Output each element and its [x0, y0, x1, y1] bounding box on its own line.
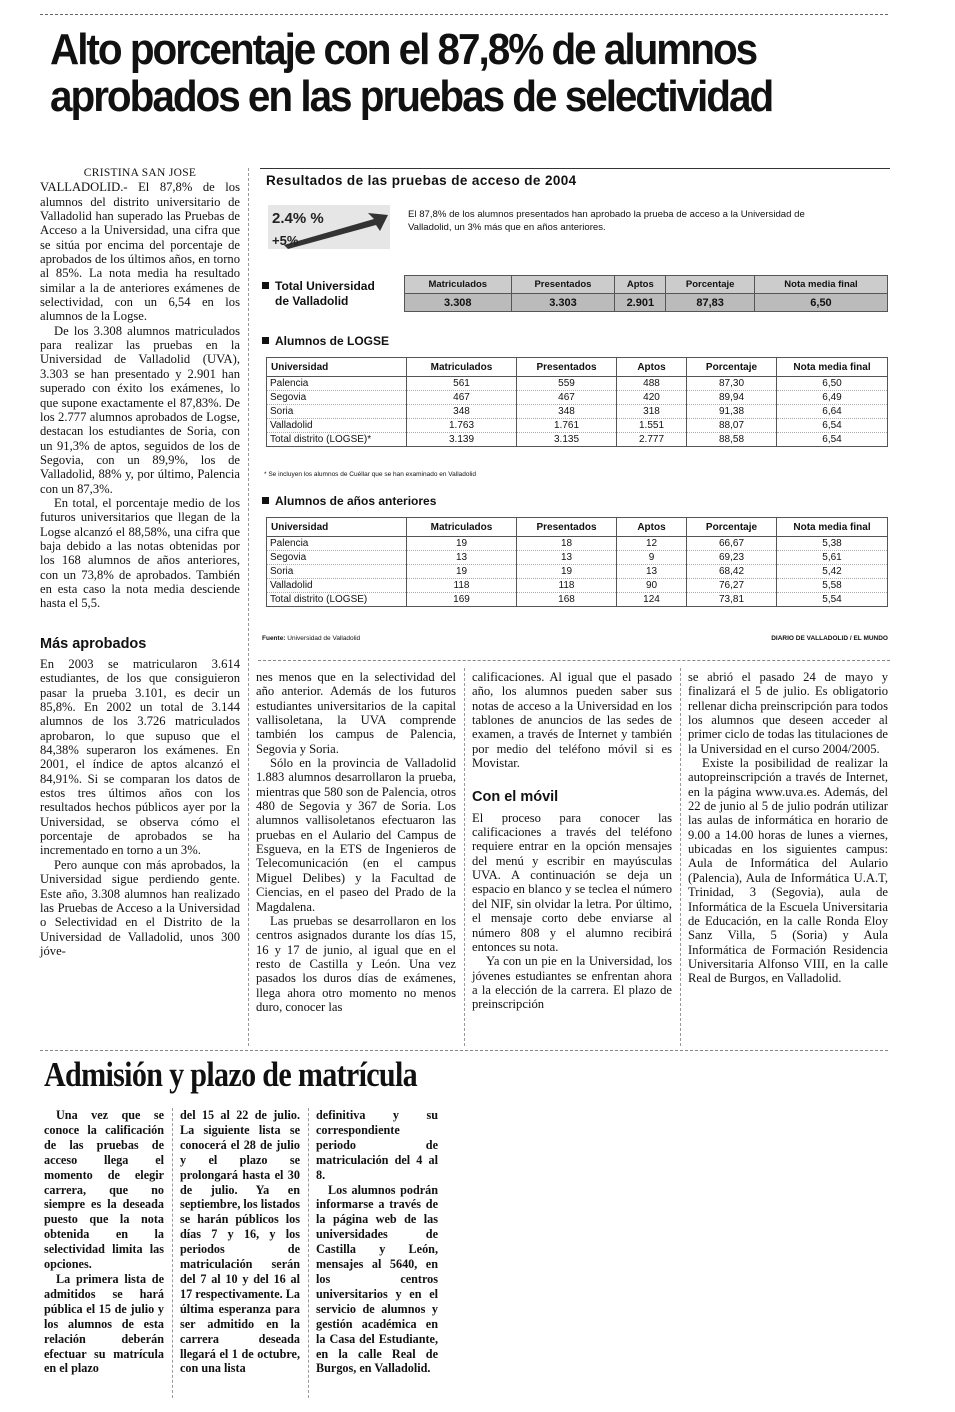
column-divider: [464, 668, 465, 1046]
headline: [50, 26, 832, 120]
table-cell: 5,61: [777, 551, 888, 565]
table-cell: 6,54: [777, 433, 888, 447]
table-cell: Valladolid: [267, 419, 407, 433]
table-header-cell: Porcentaje: [666, 276, 755, 294]
table-header-cell: Matriculados: [405, 276, 512, 294]
table-cell: 13: [617, 565, 687, 579]
headline-line-2: aprobados en las pruebas de selectividad: [50, 72, 773, 121]
table-cell: 2.777: [617, 433, 687, 447]
bullet-square-icon: [262, 282, 269, 289]
table-header-cell: Nota media final: [777, 518, 888, 537]
subheading-mas-aprobados: Más aprobados: [40, 635, 147, 652]
logse-section-label: Alumnos de LOGSE: [262, 334, 389, 349]
table-cell: 12: [617, 537, 687, 551]
table-cell: Valladolid: [267, 579, 407, 593]
table-cell: 13: [407, 551, 517, 565]
table-cell: 467: [517, 391, 617, 405]
table-cell: 88,58: [687, 433, 777, 447]
table-cell: 69,23: [687, 551, 777, 565]
table-cell: 559: [517, 377, 617, 391]
table-cell: 1.763: [407, 419, 517, 433]
table-cell: 467: [407, 391, 517, 405]
table-row: [267, 391, 888, 405]
table-header-cell: Matriculados: [407, 518, 517, 537]
svg-text:2.4% %: 2.4% %: [272, 210, 324, 227]
table-row: [267, 579, 888, 593]
total-table: [404, 275, 888, 312]
table-cell: 6,50: [777, 377, 888, 391]
infographic-credit: DIARIO DE VALLADOLID / EL MUNDO: [771, 635, 888, 642]
table-cell: 3.303: [511, 294, 615, 312]
table-cell: 68,42: [687, 565, 777, 579]
article-column-2: [256, 670, 456, 1014]
table-cell: 89,94: [687, 391, 777, 405]
logse-footnote: * Se incluyen los alumnos de Cuéllar que se han examinado en Valladolid: [264, 471, 476, 478]
admision-title: Admisión y plazo de matrícula: [44, 1055, 418, 1094]
table-cell: 5,38: [777, 537, 888, 551]
byline: CRISTINA SAN JOSE: [83, 167, 197, 179]
table-cell: 561: [407, 377, 517, 391]
paragraph: definitiva y su correspondiente periodo de matriculación del 4 al 8.: [316, 1108, 438, 1182]
results-infographic: [260, 168, 890, 646]
table-row: [405, 294, 888, 312]
table-cell: 3.308: [405, 294, 512, 312]
paragraph: Las pruebas se desarrollaron en los centros asignados durante los días 15, 16 y 17 de junio, al igual que en el resto de Castilla y León. Una vez pasados los duros días de exámenes, llega ahora otro momento no menos duro, conocer las: [256, 913, 456, 1014]
paragraph: Existe la posibilidad de realizar la autopreinscripción a través de Internet, en la página www.uva.es. Además, del 22 de junio al 5 de julio podrán utilizar las aulas de informática en horario de 9.00 a 14.00 horas de lunes a viernes, ubicadas en los siguientes campus: Aula de Informática del Aulario (Palencia), Aula de Informática U.A.T, Trinidad, 3 (Segovia), aula de Informática de la Escuela Universitaria de Educación, en la calle Ronda Eloy Sanz Villa, 5 (Soria) y Aula Informática de Formación Residencia Universitaria Alfonso VIII, en la calle Real de Burgos, en Valladolid.: [688, 756, 888, 986]
article-column-3: [472, 670, 672, 1012]
table-cell: 19: [517, 565, 617, 579]
paragraph: VALLADOLID.- El 87,8% de los alumnos del distrito universitario de Valladolid han superado las Pruebas de Acceso a la Universidad, una cifra que se sitúa por encima del porcentaje de aprobados de los últimos años, en torno al 85%. La nota media ha resultado similar a la de anteriores exámenes de selectividad, con un 6,54 en los alumnos de la Logse.: [40, 180, 240, 324]
table-header-cell: Porcentaje: [687, 518, 777, 537]
table-cell: Palencia: [267, 537, 407, 551]
table-cell: Segovia: [267, 551, 407, 565]
logse-table: [266, 357, 888, 447]
admision-column-3: [316, 1108, 438, 1376]
paragraph: En 2003 se matricularon 3.614 estudiantes, de los que consiguieron pasar la prueba 3.101, es decir un 85,8%. En 2002 un total de 3.144 alumnos de los 3.726 matriculados aprobaron, lo que supuso que el 84,38% superaron los exámenes. En 2001, el índice de aptos alcanzó el 84,91%. Si se comparan los datos de estos tres últimos años con los resultados hechos públicos ayer por la Universidad, se observa cómo el porcentaje de aprobados se ha incrementado en torno a un 3%.: [40, 657, 240, 858]
table-header-row: [267, 518, 888, 537]
article-column-4: [688, 670, 888, 986]
table-header-cell: Aptos: [617, 358, 687, 377]
logse-rows: [267, 377, 888, 447]
table-header-row: [405, 276, 888, 294]
table-row: [267, 377, 888, 391]
table-header-cell: Nota media final: [754, 276, 887, 294]
paragraph: del 15 al 22 de julio. La siguiente lista se conocerá el 28 de julio y el plazo se prolongará hasta el 30 de julio. Ya en septiembre, los listados se harán públicos los días 7 y 16, y los periodos de matriculación serán del 7 al 10 y del 16 al 17 respectivamente. La última esperanza para ser admitido en la carrera deseada llegará el 1 de octubre, con una lista: [180, 1108, 300, 1376]
table-cell: 2.901: [615, 294, 666, 312]
column-divider: [172, 1108, 173, 1398]
table-cell: Total distrito (LOGSE)*: [267, 433, 407, 447]
headline-line-1: Alto porcentaje con el 87,8% de alumnos: [50, 25, 757, 74]
table-row: [267, 593, 888, 607]
paragraph: se abrió el pasado 24 de mayo y finalizará el 5 de julio. Es obligatorio rellenar dicha preinscripción para todos los alumnos que deseen acceder al primer ciclo de todas las titulaciones de la Universidad en el curso 2004/2005.: [688, 670, 888, 756]
infographic-title: Resultados de las pruebas de acceso de 2004: [266, 173, 577, 188]
table-cell: 348: [407, 405, 517, 419]
paragraph: Ya con un pie en la Universidad, los jóvenes estudiantes se enfrentan ahora a la elección de la carrera. El plazo de preinscripción: [472, 954, 672, 1012]
table-cell: Segovia: [267, 391, 407, 405]
table-cell: 87,83: [666, 294, 755, 312]
paragraph: El proceso para conocer las calificaciones a través del teléfono requiere entrar en la opción mensajes del menú y escribir en mayúsculas UVA. A continuación se deja un espacio en blanco y se teclea el número del NIF, sin olvidar la letra. Por último, el mensaje corto debe enviarse al número 808 y el alumno recibirá entonces su nota.: [472, 810, 672, 954]
subheading-con-el-movil: Con el móvil: [472, 789, 559, 806]
top-rule: [40, 14, 888, 15]
table-cell: 6,50: [754, 294, 887, 312]
table-cell: 318: [617, 405, 687, 419]
column-divider: [248, 168, 249, 1046]
table-cell: Palencia: [267, 377, 407, 391]
table-row: [267, 419, 888, 433]
anteriores-rows: [267, 537, 888, 607]
total-section-label: Total Universidad de Valladolid: [262, 279, 375, 309]
table-cell: 91,38: [687, 405, 777, 419]
paragraph: Una vez que se conoce la calificación de las pruebas de acceso llega el momento de elegir carrera, que no siempre es la deseada puesto que la nota obtenida en la selectividad limita las opciones.: [44, 1108, 164, 1272]
bullet-square-icon: [262, 497, 269, 504]
table-header-cell: Matriculados: [407, 358, 517, 377]
table-cell: 19: [407, 565, 517, 579]
table-header-row: [267, 358, 888, 377]
infographic-source: Fuente: Universidad de Valladolid: [262, 635, 361, 642]
table-cell: 3.135: [517, 433, 617, 447]
table-header-cell: Porcentaje: [687, 358, 777, 377]
table-cell: 19: [407, 537, 517, 551]
table-cell: Total distrito (LOGSE): [267, 593, 407, 607]
table-header-cell: Presentados: [517, 358, 617, 377]
percent-arrow-image: [264, 201, 394, 253]
table-cell: 168: [517, 593, 617, 607]
table-header-cell: Aptos: [617, 518, 687, 537]
table-row: [267, 537, 888, 551]
table-cell: 118: [517, 579, 617, 593]
paragraph: De los 3.308 alumnos matriculados para realizar las pruebas en la Universidad de Valladolid (UVA), 3.303 se han presentado y 2.901 han superado con éxito los exámenes, lo que supone exactamente el 87,83%. De los 2.777 alumnos aprobados de Logse, destacan los estudiantes de Soria, con un 91,3% de aptos, seguidos de los de Segovia, con un 89,9%, los de Valladolid, 88% y, por último, Palencia con un 87,3%.: [40, 323, 240, 496]
table-cell: 348: [517, 405, 617, 419]
table-cell: 6,49: [777, 391, 888, 405]
svg-text:+5%: +5%: [272, 233, 299, 248]
admision-column-1: [44, 1108, 164, 1376]
table-cell: 488: [617, 377, 687, 391]
table-cell: 87,30: [687, 377, 777, 391]
paragraph: Sólo en la provincia de Valladolid 1.883 alumnos desarrollaron la prueba, mientras que 580 son de Palencia, otros 480 de Segovia y 367 de Soria. Los alumnos vallisoletanos efectuaron las pruebas en el Aulario del Campus de Esgueva, en la ETS de Ingenieros de Telecomunicación (en el campus Miguel Delibes) y la Facultad de Ciencias, en el paseo del Prado de la Magdalena.: [256, 756, 456, 914]
anteriores-section-label: Alumnos de años anteriores: [262, 494, 436, 509]
table-cell: 3.139: [407, 433, 517, 447]
table-header-cell: Universidad: [267, 358, 407, 377]
paragraph: calificaciones. Al igual que el pasado año, los alumnos pueden saber sus notas de acceso a la Universidad en los tablones de anuncios de las sedes de examen, a través de Internet y también por medio del teléfono móvil si es Movistar.: [472, 670, 672, 771]
article-bottom-rule: [40, 1050, 888, 1051]
table-cell: 90: [617, 579, 687, 593]
table-cell: 9: [617, 551, 687, 565]
column-divider: [680, 668, 681, 1046]
table-cell: Soria: [267, 405, 407, 419]
table-cell: 73,81: [687, 593, 777, 607]
table-cell: Soria: [267, 565, 407, 579]
paragraph: En total, el porcentaje medio de los futuros universitarios que llegan de la Logse alcanzó el 88,58%, una cifra que baja debido a las notas obtenidas por los 168 alumnos de años anteriores, con un 73,8% de aprobados. También en esta caso la nota media desciende hasta el 5,5.: [40, 495, 240, 611]
table-cell: 1.551: [617, 419, 687, 433]
paragraph: Pero aunque con más aprobados, la Universidad sigue perdiendo gente. Este año, 3.308 alumnos han realizado las Pruebas de Acceso a la Universidad o Selectividad en el Distrito de la Universidad de Valladolid, unos 300 jóve-: [40, 857, 240, 958]
table-header-cell: Presentados: [517, 518, 617, 537]
table-cell: 169: [407, 593, 517, 607]
table-cell: 18: [517, 537, 617, 551]
table-cell: 1.761: [517, 419, 617, 433]
table-cell: 118: [407, 579, 517, 593]
paragraph: Los alumnos podrán informarse a través de la página web de las universidades de Castilla y León, mensajes al 5640, en los centros universitarios y en el servicio de alumnos y gestión académica en la Casa del Estudiante, en la calle Real de Burgos, en Valladolid.: [316, 1182, 438, 1376]
paragraph: La primera lista de admitidos se hará pública el 15 de julio y los alumnos de esta relación deberán efectuar su matrícula en el plazo: [44, 1271, 164, 1376]
table-cell: 66,67: [687, 537, 777, 551]
table-row: [267, 551, 888, 565]
table-row: [267, 565, 888, 579]
table-cell: 124: [617, 593, 687, 607]
table-row: [267, 433, 888, 447]
admision-column-2: [180, 1108, 300, 1376]
table-cell: 5,58: [777, 579, 888, 593]
infographic-bottom-rule: [258, 660, 890, 661]
table-cell: 5,42: [777, 565, 888, 579]
anteriores-table: [266, 517, 888, 607]
table-cell: 420: [617, 391, 687, 405]
table-header-cell: Nota media final: [777, 358, 888, 377]
table-cell: 88,07: [687, 419, 777, 433]
article-column-1: [40, 166, 240, 958]
table-header-cell: Presentados: [511, 276, 615, 294]
bullet-square-icon: [262, 337, 269, 344]
table-cell: 6,54: [777, 419, 888, 433]
column-divider: [308, 1108, 309, 1398]
table-cell: 5,54: [777, 593, 888, 607]
table-cell: 6,64: [777, 405, 888, 419]
infographic-top-rule: [260, 168, 890, 169]
table-header-cell: Aptos: [615, 276, 666, 294]
table-header-cell: Universidad: [267, 518, 407, 537]
paragraph: nes menos que en la selectividad del año anterior. Además de los futuros estudiantes universitarios de la capital vallisoletana, la UVA comprende también los campus de Palencia, Segovia y Soria.: [256, 670, 456, 756]
table-cell: 76,27: [687, 579, 777, 593]
table-row: [267, 405, 888, 419]
table-cell: 13: [517, 551, 617, 565]
infographic-intro: El 87,8% de los alumnos presentados han aprobado la prueba de acceso a la Universidad de Valladolid, un 3% más que en años anteriores.: [408, 209, 805, 233]
